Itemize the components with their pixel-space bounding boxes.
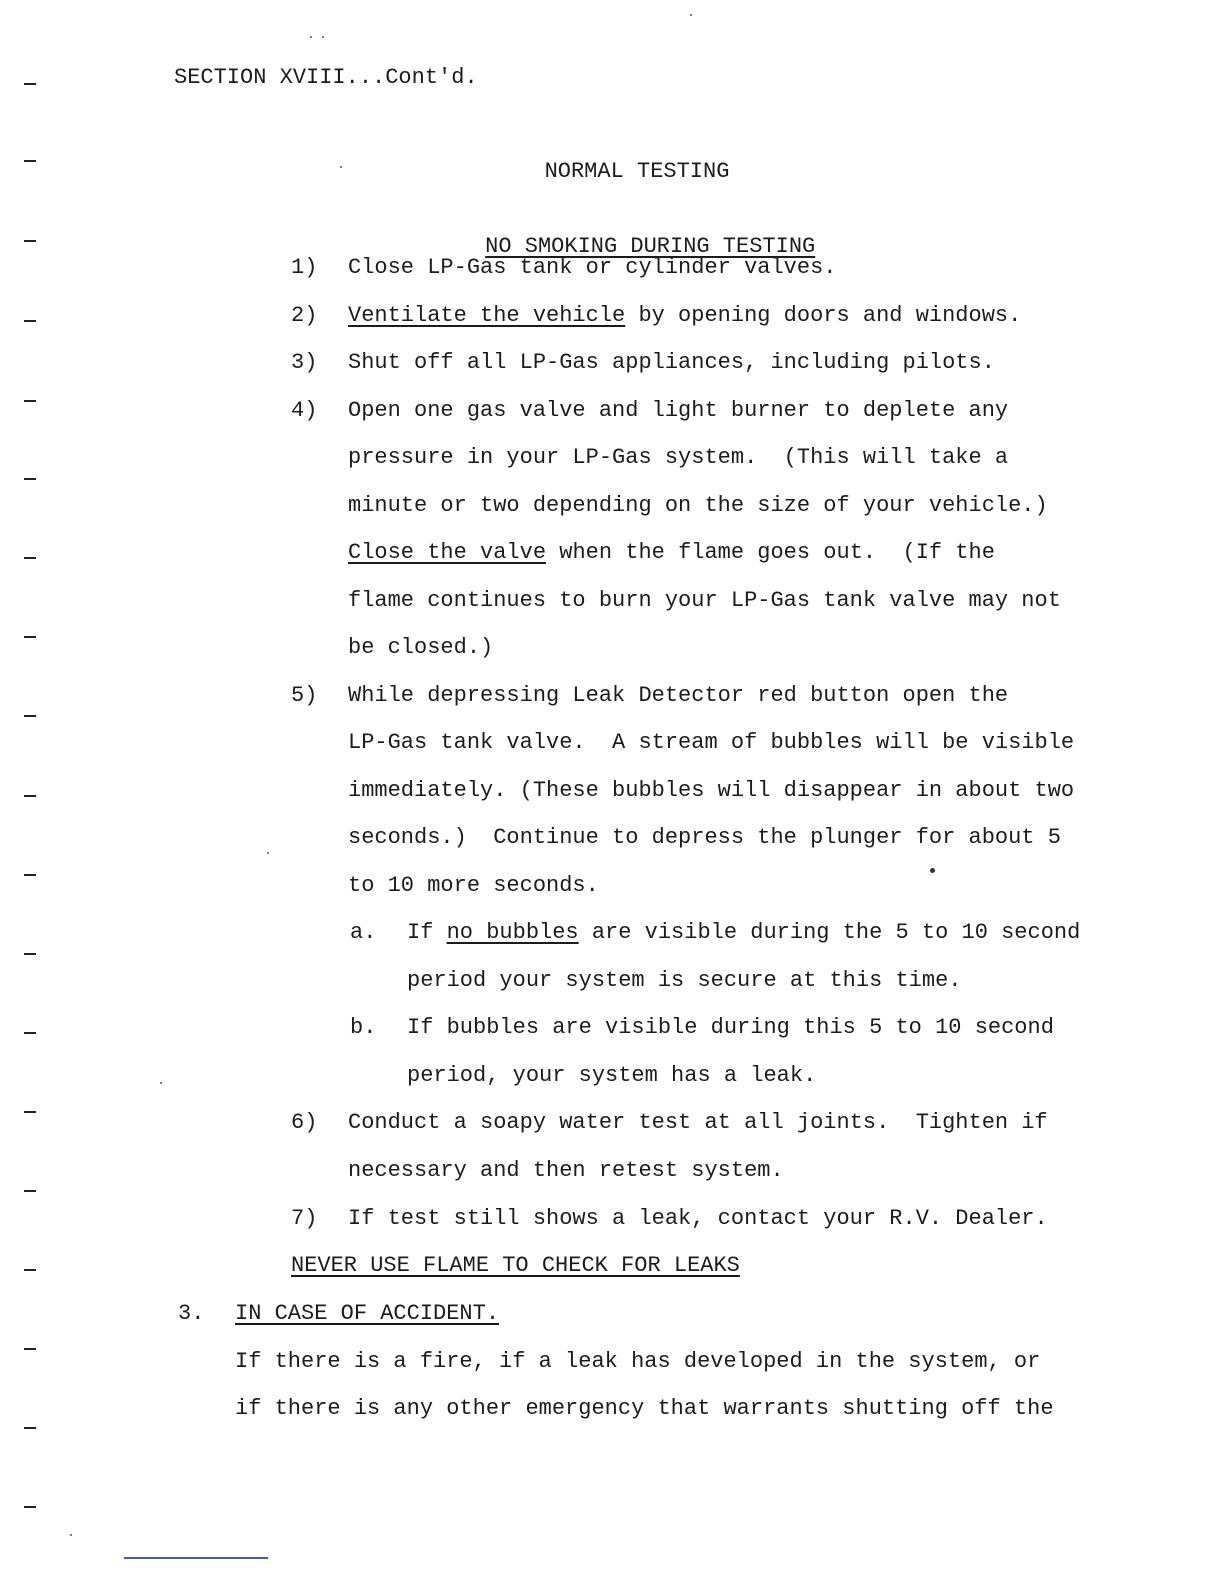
scan-speck [340,166,342,168]
margin-mark [24,715,36,717]
step-5-line-4: seconds.) Continue to depress the plunger for about 5 [348,825,1061,850]
step-3-number: 3) [291,350,318,375]
margin-mark [24,557,36,559]
sub-b-letter: b. [350,1015,377,1040]
step-5-line-2: LP-Gas tank valve. A stream of bubbles will be visible [348,730,1075,755]
margin-mark [24,953,36,955]
step-3-text: Shut off all LP-Gas appliances, including pilots. [348,350,995,375]
step-1-number: 1) [291,255,318,280]
scan-speck [322,36,324,38]
step-4-line-1: Open one gas valve and light burner to deplete any [348,398,1009,423]
step-1-text: Close LP-Gas tank or cylinder valves. [348,255,837,280]
margin-mark [24,1348,36,1350]
step-2-line [348,302,1021,330]
margin-mark [24,1506,36,1508]
margin-mark [24,795,36,797]
step-4-number: 4) [291,398,318,423]
scan-speck [70,1534,72,1536]
step-4-line-6: be closed.) [348,635,494,660]
step-5-line-5: to 10 more seconds. [348,873,599,898]
step-4-line-2: pressure in your LP-Gas system. (This will take a [348,445,1009,470]
accident-line-1: If there is a fire, if a leak has developed in the system, or [235,1349,1041,1374]
margin-mark [24,1269,36,1271]
sub-b-line-1: If bubbles are visible during this 5 to 10 second [407,1015,1054,1040]
margin-mark [24,1111,36,1113]
normal-testing-title: NORMAL TESTING [544,159,730,184]
step-6-line-1: Conduct a soapy water test at all joints. Tighten if [348,1110,1048,1135]
sub-a-underlined: no bubbles [446,920,579,945]
step-6-line-2: necessary and then retest system. [348,1158,784,1183]
accident-heading: IN CASE OF ACCIDENT. [235,1301,500,1326]
margin-mark [24,1032,36,1034]
margin-mark [24,240,36,242]
scan-speck [310,36,312,38]
sub-a-letter: a. [350,920,377,945]
step-2-underlined: Ventilate the vehicle [348,303,626,328]
sub-a-pre: If [407,920,447,945]
step-4-line-4 [348,539,995,567]
margin-mark [24,874,36,876]
step-5-line-1: While depressing Leak Detector red button open the [348,683,1009,708]
step-7-text: If test still shows a leak, contact your R.V. Dealer. [348,1206,1048,1231]
warning-line [291,1252,740,1280]
margin-mark [24,636,36,638]
scan-speck [267,852,269,854]
margin-mark [24,1427,36,1429]
section-header: SECTION XVIII...Cont'd. [174,65,478,90]
flame-warning: NEVER USE FLAME TO CHECK FOR LEAKS [291,1253,740,1278]
margin-mark [24,478,36,480]
step-6-number: 6) [291,1110,318,1135]
step-4-line-5: flame continues to burn your LP-Gas tank valve may not [348,588,1061,613]
margin-mark [24,160,36,162]
sub-a-line-2: period your system is secure at this time. [407,968,962,993]
margin-mark [24,400,36,402]
margin-mark [24,320,36,322]
scan-speck [690,14,692,16]
margin-mark [24,1190,36,1192]
accident-heading-line [235,1300,499,1328]
step-5-line-3: immediately. (These bubbles will disappear in about two [348,778,1075,803]
sub-a-line-1 [407,919,1080,947]
accident-number: 3. [178,1301,205,1326]
step-4-rest: when the flame goes out. (If the [546,540,995,565]
step-7-number: 7) [291,1206,318,1231]
accident-line-2: if there is any other emergency that warrants shutting off the [235,1396,1054,1421]
no-smoking-subtitle: NO SMOKING DURING TESTING [485,234,816,259]
step-5-number: 5) [291,683,318,708]
step-2-rest: by opening doors and windows. [625,303,1022,328]
margin-mark [24,83,36,85]
scan-speck [160,1082,162,1084]
step-4-line-3: minute or two depending on the size of your vehicle.) [348,493,1048,518]
footer-blue-rule [124,1557,268,1559]
sub-a-rest: are visible during the 5 to 10 second [578,920,1081,945]
step-4-underlined: Close the valve [348,540,547,565]
scan-speck [930,868,935,873]
sub-b-line-2: period, your system has a leak. [407,1063,817,1088]
no-smoking-line [0,205,1224,261]
step-2-number: 2) [291,303,318,328]
